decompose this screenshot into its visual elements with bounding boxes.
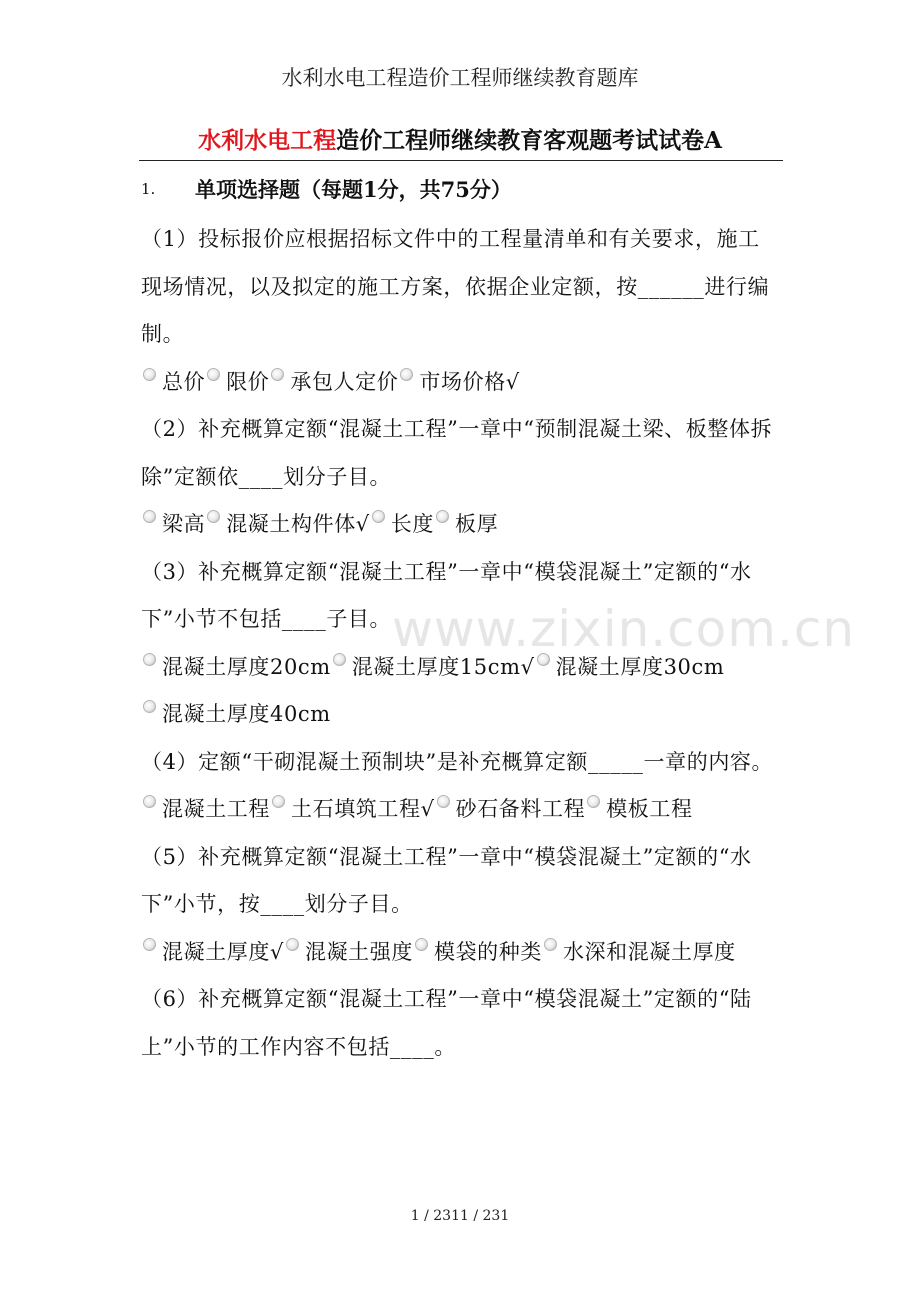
section-number: 1. [141, 180, 156, 198]
radio-button-icon[interactable] [143, 795, 156, 808]
question-stem: （3）补充概算定额“混凝土工程”一章中“模袋混凝土”定额的“水下”小节不包括____子目。 [141, 559, 752, 631]
option-label: 混凝土强度 [304, 939, 413, 964]
question-stem: （4）定额“干砌混凝土预制块”是补充概算定额_____一章的内容。 [141, 749, 774, 774]
options-row [141, 786, 781, 834]
radio-button-icon[interactable] [436, 510, 449, 523]
option-label: 限价 [226, 369, 270, 394]
radio-button-icon[interactable] [143, 510, 156, 523]
options-row [141, 929, 781, 977]
radio-button-icon[interactable] [143, 938, 156, 951]
option-label: 混凝土厚度30cm [555, 654, 725, 679]
option-label: 模袋的种类 [433, 939, 542, 964]
option-label: 总价 [162, 369, 206, 394]
radio-button-icon[interactable] [437, 795, 450, 808]
radio-button-icon[interactable] [143, 653, 156, 666]
radio-button-icon[interactable] [537, 653, 550, 666]
page-footer: 1 / 2311 / 231 [410, 1208, 510, 1224]
option-label: 梁高 [162, 512, 206, 536]
radio-button-icon[interactable] [400, 368, 413, 381]
question-stem: （2）补充概算定额“混凝土工程”一章中“预制混凝土梁、板整体拆除”定额依____划分子目。 [141, 417, 773, 489]
radio-button-icon[interactable] [207, 368, 220, 381]
title-divider [139, 160, 783, 161]
option-label: 砂石备料工程 [455, 797, 586, 821]
options-row [141, 644, 781, 739]
question-stem: （1）投标报价应根据招标文件中的工程量清单和有关要求，施工现场情况，以及拟定的施工方案，依据企业定额，按______进行编制。 [141, 227, 770, 346]
radio-button-icon[interactable] [415, 938, 428, 951]
option-label: 土石填筑工程√ [291, 797, 435, 821]
running-header: 水利水电工程造价工程师继续教育题库 [281, 66, 639, 90]
radio-button-icon[interactable] [544, 938, 557, 951]
radio-button-icon[interactable] [333, 653, 346, 666]
document-title [0, 122, 920, 155]
watermark: www.zixin.com.cn [392, 600, 856, 658]
option-label: 混凝土工程 [162, 797, 270, 821]
radio-button-icon[interactable] [587, 795, 600, 808]
option-label: 混凝土厚度15cm√ [351, 654, 535, 679]
radio-button-icon[interactable] [207, 510, 220, 523]
option-label: 混凝土厚度20cm [162, 654, 331, 679]
radio-button-icon[interactable] [271, 368, 284, 381]
question-stem: （5）补充概算定额“混凝土工程”一章中“模袋混凝土”定额的“水下”小节，按____划分子目。 [141, 844, 752, 916]
option-label: 长度 [390, 512, 434, 536]
title-highlight: 水利水电工程 [198, 127, 337, 154]
question-stem: （6）补充概算定额“混凝土工程”一章中“模袋混凝土”定额的“陆上”小节的工作内容不包括____。 [141, 987, 752, 1059]
section-heading [141, 174, 781, 204]
option-label: 承包人定价 [290, 369, 399, 394]
option-label: 市场价格√ [419, 369, 520, 394]
option-label: 水深和混凝土厚度 [562, 939, 736, 964]
question-list [141, 216, 781, 1071]
option-label: 混凝土构件体√ [226, 512, 370, 536]
radio-button-icon[interactable] [372, 510, 385, 523]
radio-button-icon[interactable] [143, 700, 156, 713]
option-label: 板厚 [455, 512, 499, 536]
options-row [141, 501, 781, 549]
option-label: 混凝土厚度40cm [162, 702, 331, 726]
title-rest: 造价工程师继续教育客观题考试试卷A [336, 127, 722, 154]
option-label: 混凝土厚度√ [162, 939, 284, 964]
section-title: 单项选择题（每题1分，共75分） [195, 177, 512, 202]
option-label: 模板工程 [606, 797, 693, 821]
radio-button-icon[interactable] [143, 368, 156, 381]
options-row [141, 359, 781, 407]
radio-button-icon[interactable] [272, 795, 285, 808]
radio-button-icon[interactable] [286, 938, 299, 951]
